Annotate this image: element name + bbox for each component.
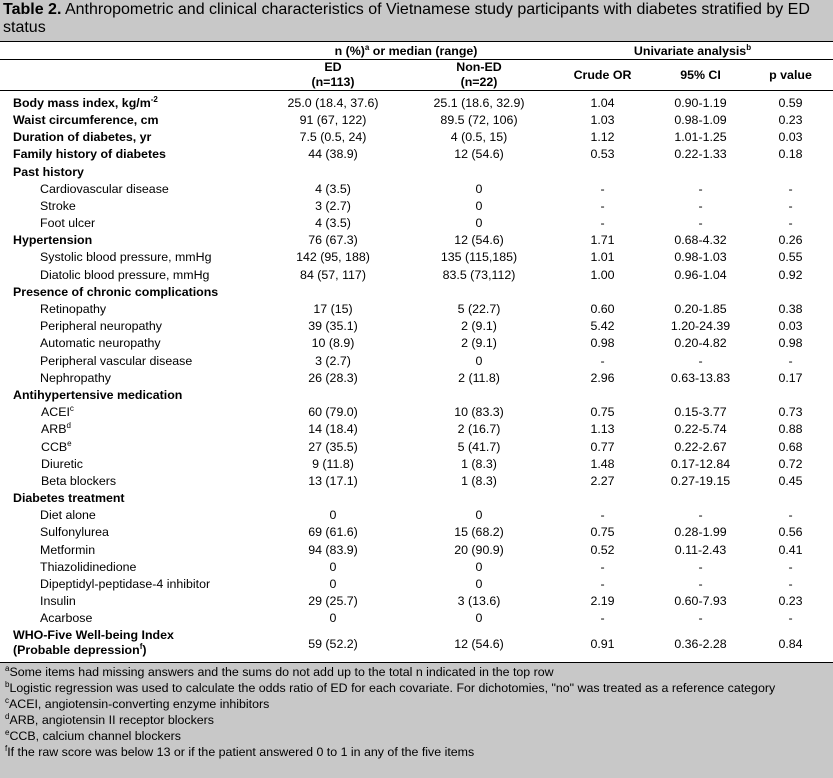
cell-or: 0.98: [590, 336, 615, 351]
cell-ci: 0.90-1.19: [674, 95, 727, 110]
table-row: [0, 541, 833, 558]
cell-noned: 3 (13.6): [457, 594, 501, 609]
header-pvalue: p value: [748, 60, 833, 91]
cell-ed: 0: [329, 611, 337, 626]
cell-p: 0.68: [778, 439, 803, 454]
cell-or: 1.04: [590, 95, 615, 110]
row-label: Presence of chronic complications: [13, 284, 219, 299]
cell-noned: 2 (9.1): [461, 319, 497, 334]
cell-ed: 69 (61.6): [308, 525, 358, 540]
cell-p: 0.88: [778, 422, 803, 437]
cell-ci: 0.15-3.77: [674, 405, 727, 420]
cell-ci: 0.11-2.43: [674, 542, 727, 557]
cell-or: 0.52: [590, 542, 615, 557]
header-row-columns: [0, 60, 833, 91]
cell-ci: 0.60-7.93: [674, 594, 727, 609]
cell-noned: 0: [475, 508, 483, 523]
cell-ed: 27 (35.5): [308, 439, 358, 454]
table-row: [0, 593, 833, 610]
cell-noned: 12 (54.6): [454, 147, 504, 162]
cell-noned: 0: [475, 181, 483, 196]
cell-p: -: [788, 353, 793, 368]
cell-noned: 5 (22.7): [457, 302, 501, 317]
cell-noned: [406, 283, 552, 300]
table-row: [0, 369, 833, 386]
row-label: Body mass index, $kg/m^{-2}$: [13, 94, 158, 110]
table-row: [0, 507, 833, 524]
cell-or: 5.42: [590, 319, 615, 334]
table-row: [0, 438, 833, 455]
table-row: [0, 249, 833, 266]
cell-noned: 135 (115,185): [440, 250, 518, 265]
cell-ci: [653, 490, 748, 507]
row-label: Sulfonylurea: [40, 525, 109, 540]
row-label: CCB$^e$: [41, 438, 72, 454]
cell-p: -: [788, 216, 793, 231]
row-label: Waist circumference, cm: [13, 112, 159, 127]
cell-or: 2.96: [590, 370, 615, 385]
cell-or: 2.27: [590, 473, 615, 488]
table-title: [3, 1, 830, 37]
header-ed: ED (n=113): [260, 60, 406, 91]
cell-p: 0.45: [778, 473, 803, 488]
cell-noned: 0: [475, 611, 483, 626]
cell-ed: 60 (79.0): [308, 405, 358, 420]
cell-ci: 0.20-4.82: [674, 336, 727, 351]
cell-or: 0.75: [590, 405, 615, 420]
cell-ed: 4 (3.5): [315, 181, 351, 196]
cell-or: 0.75: [590, 525, 615, 540]
cell-ci: -: [698, 181, 703, 196]
cell-or: -: [600, 216, 605, 231]
cell-noned: 2 (11.8): [458, 370, 500, 385]
row-label: Systolic blood pressure, mmHg: [40, 250, 212, 265]
row-label: Dipeptidyl-peptidase-4 inhibitor: [40, 577, 211, 592]
table-caption: [0, 0, 833, 41]
cell-or: 1.48: [590, 456, 615, 471]
cell-noned: 0: [475, 353, 483, 368]
table-row: [0, 180, 833, 197]
row-label: Diatolic blood pressure, mmHg: [40, 267, 210, 282]
cell-p: 0.23: [778, 112, 803, 127]
cell-or: 0.91: [552, 627, 653, 663]
cell-ci: 0.98-1.03: [674, 250, 727, 265]
row-label: Hypertension: [13, 233, 93, 248]
table-row: [0, 111, 833, 128]
cell-ci: -: [698, 611, 703, 626]
cell-noned: 10 (83.3): [454, 405, 504, 420]
cell-p: 0.23: [778, 594, 803, 609]
cell-ci: 0.63-13.83: [670, 370, 731, 385]
footnote: $^d$ARB, angiotensin II receptor blockers: [5, 711, 215, 727]
table-row: [0, 91, 833, 112]
cell-ci: 0.22-5.74: [674, 422, 727, 437]
cell-noned: 0: [475, 198, 483, 213]
cell-ed: 14 (18.4): [308, 422, 358, 437]
cell-p: 0.38: [778, 302, 803, 317]
cell-ed: 0: [329, 577, 337, 592]
table-row: [0, 232, 833, 249]
cell-noned: 12 (54.6): [406, 627, 552, 663]
cell-p: [748, 283, 833, 300]
cell-ed: 0: [329, 508, 337, 523]
cell-ci: -: [698, 198, 703, 213]
cell-or: 1.01: [590, 250, 615, 265]
cell-ci: 1.01-1.25: [674, 130, 727, 145]
footnote: $^a$Some items had missing answers and the sums do not add up to the total n indicated in the top row: [5, 663, 554, 679]
cell-or: 2.19: [590, 594, 615, 609]
table-row: [0, 335, 833, 352]
row-label: Beta blockers: [41, 473, 117, 488]
cell-ed: 91 (67, 122): [299, 112, 367, 127]
row-label: Past history: [13, 164, 84, 179]
cell-p: 0.72: [778, 456, 803, 471]
cell-noned: 2 (9.1): [461, 336, 497, 351]
cell-or: 1.13: [590, 422, 615, 437]
cell-p: [748, 386, 833, 403]
footnote: $^b$Logistic regression was used to calculate the odds ratio of ED for each covariate. For dichotomies, "no" was treated as a reference category: [5, 679, 776, 695]
cell-or: -: [600, 198, 605, 213]
cell-ci: 1.20-24.39: [670, 319, 731, 334]
cell-or: 1.71: [590, 233, 615, 248]
row-label: Insulin: [40, 594, 76, 609]
cell-ed: 29 (25.7): [308, 594, 358, 609]
row-label: WHO-Five Well-being Index (Probable depression$^f$): [0, 627, 260, 663]
cell-ci: 0.28-1.99: [674, 525, 727, 540]
cell-ed: 13 (17.1): [308, 473, 358, 488]
cell-ci: 0.96-1.04: [674, 267, 727, 282]
cell-p: 0.17: [778, 370, 803, 385]
cell-p: -: [788, 611, 793, 626]
cell-ci: 0.68-4.32: [674, 233, 727, 248]
cell-ed: 44 (38.9): [308, 147, 358, 162]
header-blank-2: [0, 60, 260, 91]
cell-p: 0.98: [778, 336, 803, 351]
cell-noned: 83.5 (73,112): [442, 267, 516, 282]
cell-p: 0.59: [778, 95, 803, 110]
cell-p: 0.03: [778, 319, 803, 334]
cell-or: [552, 490, 653, 507]
table-row: [0, 266, 833, 283]
cell-ci: [653, 283, 748, 300]
cell-ci: -: [698, 577, 703, 592]
cell-noned: [406, 490, 552, 507]
cell-ed: [260, 490, 406, 507]
cell-p: -: [788, 198, 793, 213]
table-label: Table 2.: [3, 1, 62, 18]
table-row: [0, 404, 833, 421]
cell-or: -: [600, 559, 605, 574]
table-row: [0, 318, 833, 335]
cell-p: 0.41: [778, 542, 803, 557]
table-row: [0, 352, 833, 369]
row-label: Antihypertensive medication: [13, 387, 183, 402]
cell-noned: 2 (16.7): [457, 422, 501, 437]
cell-p: 0.56: [778, 525, 803, 540]
cell-or: -: [600, 181, 605, 196]
table-row: [0, 146, 833, 163]
cell-noned: 15 (68.2): [454, 525, 504, 540]
table-row: [0, 163, 833, 180]
row-label: Family history of diabetes: [13, 147, 166, 162]
header-crude-or: Crude OR: [552, 60, 653, 91]
row-label: Cardiovascular disease: [40, 181, 169, 196]
cell-or: -: [600, 611, 605, 626]
cell-ed: 10 (8.9): [311, 336, 355, 351]
footnote: $^f$If the raw score was below 13 or if the patient answered 0 to 1 in any of the five items: [5, 743, 475, 759]
cell-ed: 84 (57, 117): [300, 267, 366, 282]
cell-ci: 0.22-1.33: [674, 147, 727, 162]
table-row: [0, 386, 833, 403]
row-label: Diuretic: [41, 456, 83, 471]
table-row: [0, 575, 833, 592]
table-row: [0, 283, 833, 300]
cell-ci: 0.27-19.15: [670, 473, 731, 488]
cell-ci: -: [698, 216, 703, 231]
footnotes: [0, 663, 833, 778]
cell-ci: -: [698, 353, 703, 368]
cell-noned: 5 (41.7): [457, 439, 501, 454]
header-noned: Non-ED (n=22): [406, 60, 552, 91]
row-label: ACEI$^c$: [41, 404, 74, 420]
cell-noned: 20 (90.9): [454, 542, 504, 557]
row-label: Duration of diabetes, yr: [13, 130, 152, 145]
cell-ed: 3 (2.7): [315, 353, 351, 368]
row-label: Stroke: [40, 198, 76, 213]
header-group-univariate: Univariate analysis$^b$: [552, 42, 833, 60]
table-row: [0, 524, 833, 541]
row-label: Peripheral vascular disease: [40, 353, 193, 368]
cell-noned: 4 (0.5, 15): [450, 130, 508, 145]
cell-noned: 25.1 (18.6, 32.9): [433, 95, 525, 110]
cell-ed: 17 (15): [313, 302, 353, 317]
cell-noned: 12 (54.6): [454, 233, 504, 248]
cell-or: -: [600, 577, 605, 592]
cell-noned: [406, 386, 552, 403]
cell-p: -: [788, 577, 793, 592]
cell-p: -: [788, 559, 793, 574]
table-row: [0, 215, 833, 232]
row-label: Metformin: [40, 542, 96, 557]
cell-noned: 0: [475, 577, 483, 592]
cell-ci: 0.22-2.67: [674, 439, 727, 454]
cell-or: -: [600, 353, 605, 368]
row-label: Acarbose: [40, 611, 93, 626]
cell-ed: [260, 163, 406, 180]
row-label: Peripheral neuropathy: [40, 319, 162, 334]
table-row: [0, 129, 833, 146]
header-blank: [0, 42, 260, 60]
footnote: $^e$CCB, calcium channel blockers: [5, 727, 181, 743]
header-row-groups: [0, 42, 833, 60]
table-row: [0, 610, 833, 627]
table-row: [0, 490, 833, 507]
cell-or: -: [600, 508, 605, 523]
cell-ed: 142 (95, 188): [296, 250, 370, 265]
table-row: [0, 300, 833, 317]
cell-noned: 1 (8.3): [461, 473, 497, 488]
cell-p: 0.18: [778, 147, 803, 162]
cell-ed: [260, 386, 406, 403]
cell-ed: 0: [329, 559, 337, 574]
table-body: [0, 91, 833, 663]
cell-ci: -: [698, 508, 703, 523]
cell-ed: 76 (67.3): [308, 233, 358, 248]
cell-ci: -: [698, 559, 703, 574]
cell-ed: 3 (2.7): [315, 198, 351, 213]
row-label: Diabetes treatment: [13, 491, 125, 506]
cell-or: 0.60: [590, 302, 615, 317]
row-label: Foot ulcer: [40, 216, 96, 231]
cell-or: [552, 283, 653, 300]
cell-ci: [653, 386, 748, 403]
header-group-counts: n (%)$^a$ or median (range): [260, 42, 552, 60]
row-label: Thiazolidinedione: [40, 559, 137, 574]
cell-p: 0.84: [748, 627, 833, 663]
cell-noned: 0: [475, 216, 483, 231]
cell-p: 0.55: [778, 250, 803, 265]
cell-ed: [260, 283, 406, 300]
table-row-who: [0, 627, 833, 663]
cell-noned: [406, 163, 552, 180]
cell-or: 1.03: [590, 112, 615, 127]
table-row: [0, 472, 833, 489]
cell-ci: 0.98-1.09: [674, 112, 727, 127]
cell-noned: 89.5 (72, 106): [440, 112, 518, 127]
cell-ed: 4 (3.5): [315, 216, 351, 231]
cell-ed: 59 (52.2): [260, 627, 406, 663]
cell-or: 1.12: [590, 130, 615, 145]
cell-noned: 0: [475, 559, 483, 574]
cell-p: [748, 163, 833, 180]
cell-p: -: [788, 508, 793, 523]
header-95ci: 95% CI: [653, 60, 748, 91]
cell-or: 0.77: [590, 439, 615, 454]
cell-ed: 25.0 (18.4, 37.6): [287, 95, 379, 110]
row-label: Automatic neuropathy: [40, 336, 161, 351]
row-label: ARB$^d$: [41, 421, 71, 437]
cell-ed: 39 (35.1): [308, 319, 358, 334]
table-row: [0, 197, 833, 214]
cell-noned: 1 (8.3): [461, 456, 497, 471]
cell-or: [552, 163, 653, 180]
row-label: Diet alone: [40, 508, 96, 523]
cell-p: 0.73: [778, 405, 803, 420]
cell-or: 0.53: [590, 147, 615, 162]
cell-ed: 94 (83.9): [308, 542, 358, 557]
data-table: [0, 41, 833, 663]
cell-ed: 9 (11.8): [312, 456, 354, 471]
table-row: [0, 558, 833, 575]
cell-p: 0.92: [778, 267, 803, 282]
cell-p: -: [788, 181, 793, 196]
cell-or: [552, 386, 653, 403]
table-title-text: Anthropometric and clinical characteristics of Vietnamese study participants with diabetes stratified by ED status: [3, 1, 810, 36]
table-row: [0, 421, 833, 438]
cell-ci: 0.20-1.85: [674, 302, 727, 317]
cell-p: [748, 490, 833, 507]
cell-ed: 26 (28.3): [308, 370, 358, 385]
cell-ci: 0.17-12.84: [670, 456, 731, 471]
cell-ci: 0.36-2.28: [653, 627, 748, 663]
cell-p: 0.26: [778, 233, 803, 248]
table-row: [0, 455, 833, 472]
footnote: $^c$ACEI, angiotensin-converting enzyme inhibitors: [5, 695, 270, 711]
row-label: Nephropathy: [40, 370, 111, 385]
cell-or: 1.00: [590, 267, 615, 282]
cell-p: 0.03: [778, 130, 803, 145]
row-label: Retinopathy: [40, 302, 107, 317]
cell-ci: [653, 163, 748, 180]
cell-ed: 7.5 (0.5, 24): [299, 130, 367, 145]
